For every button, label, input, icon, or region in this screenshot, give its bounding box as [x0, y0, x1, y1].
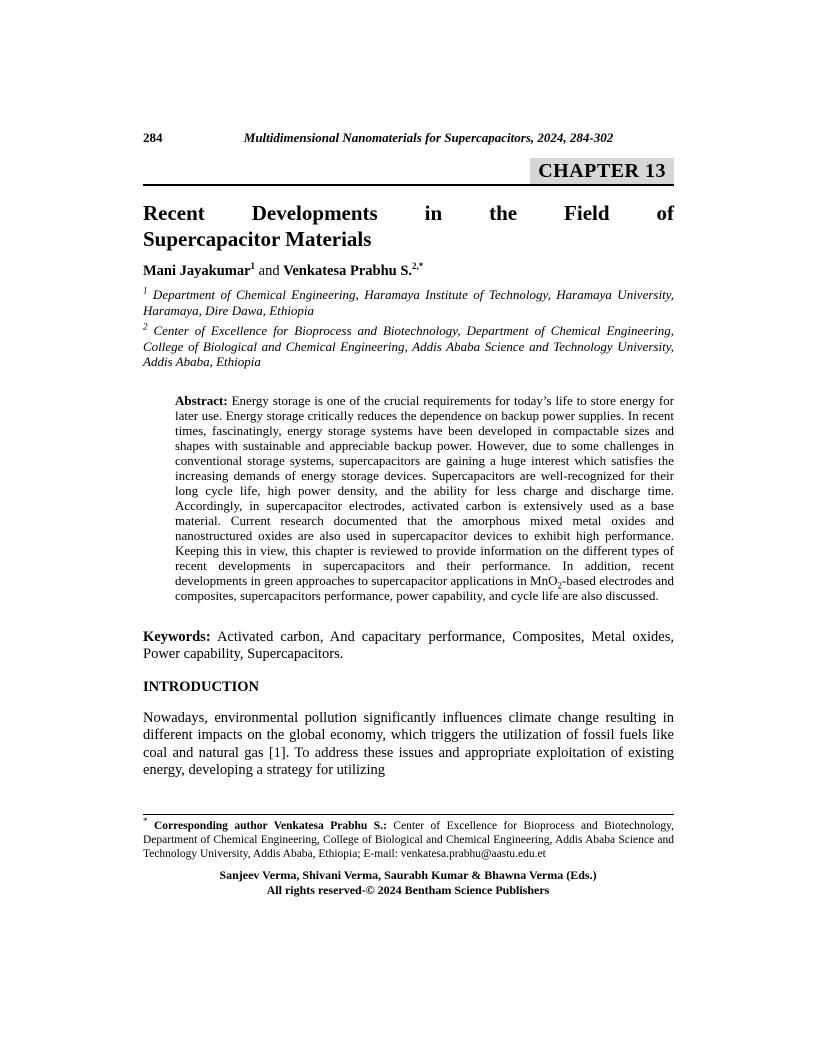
keywords-line: [143, 629, 674, 663]
article-title-line-2: Supercapacitor Materials: [143, 227, 372, 251]
footer-editors-line: Sanjeev Verma, Shivani Verma, Saurabh Kumar & Bhawna Verma (Eds.): [219, 868, 597, 882]
footnote-text: Center of Excellence for Bioprocess and Biotechnology, Department of Chemical Engineering, College of Biological and Chemical Engineering, Addis Ababa Science and Technology University, Addis Ababa, Ethiopia; E-mail: venkatesa.prabhu@aastu.edu.et: [143, 820, 674, 860]
abstract-text: Energy storage is one of the crucial requirements for today’s life to store energy for later use. Energy storage critically reduces the dependence on backup power supplies. In recent times, fascinatingly, energy storage systems have been developed in compactable sizes and shapes with sustainable and appreciable backup power. However, due to some challenges in conventional storage systems, supercapacitors are gaining a huge interest which satisfies the increasing demands of energy storage devices. Supercapacitors are well-recognized for their long cycle life, high power density, and the ability for less charge and discharge time. Accordingly, in supercapacitor electrodes, activated carbon is extensively used as a base material. Current research documented that the amorphous mixed metal oxides and nanostructured oxides are also used in supercapacitor devices to exhibit high performance. Keeping this in view, this chapter is reviewed to provide information on the different types of recent developments in supercapacitors and their performance. In addition, recent developments in green approaches to supercapacitor applications in MnO: [175, 392, 674, 588]
author-1-superscript: 1: [250, 261, 256, 272]
footnote-marker: *: [143, 816, 148, 827]
page-number: 284: [143, 130, 163, 145]
introduction-heading: INTRODUCTION: [143, 678, 260, 695]
chapter-label: CHAPTER 13: [538, 160, 666, 182]
author-1-name: Mani Jayakumar: [143, 263, 251, 279]
keywords-text: Activated carbon, And capacitary performance, Composites, Metal oxides, Power capability, Supercapacitors.: [143, 628, 674, 662]
running-title: Multidimensional Nanomaterials for Supercapacitors, 2024, 284-302: [243, 130, 614, 145]
abstract-label: Abstract:: [175, 392, 228, 408]
affiliation-2-text: Center of Excellence for Bioprocess and Biotechnology, Department of Chemical Engineering, College of Biological and Chemical Engineering, Addis Ababa Science and Technology University, Addis Ababa, Ethiopia: [143, 323, 674, 369]
introduction-paragraph: Nowadays, environmental pollution significantly influences climate change resulting in different impacts on the global economy, which triggers the utilization of fossil fuels like coal and natural gas [1]. To address these issues and appropriate exploitation of existing energy, developing a strategy for utilizing: [143, 709, 674, 778]
chapter-label-box: [530, 158, 674, 184]
running-head: [143, 130, 674, 146]
authors-line: [143, 263, 674, 280]
abstract-section: [175, 393, 674, 603]
author-2-superscript: 2,*: [412, 261, 424, 272]
authors-connector: and: [255, 263, 284, 279]
article-title-line-1: Recent Developments in the Field of: [143, 201, 674, 225]
article-title: [143, 200, 674, 252]
affiliation-1: [143, 287, 674, 318]
abstract-text-continued: -based electrodes and composites, supercapacitors performance, power capability, and cycle life are also discussed.: [175, 572, 675, 603]
footnote: [143, 814, 674, 861]
affiliation-2-superscript: 2: [143, 321, 148, 332]
page-content: [143, 130, 674, 780]
affiliation-1-text: Department of Chemical Engineering, Haramaya Institute of Technology, Haramaya University, Haramaya, Dire Dawa, Ethiopia: [143, 287, 674, 318]
footer-rights-line: All rights reserved-© 2024 Bentham Science Publishers: [266, 883, 550, 897]
chapter-banner: [143, 158, 674, 186]
affiliation-1-superscript: 1: [143, 285, 148, 296]
abstract-mno2-subscript: 2: [557, 580, 562, 591]
keywords-label: Keywords:: [143, 628, 211, 645]
affiliation-2: [143, 323, 674, 370]
footnote-label: Corresponding author Venkatesa Prabhu S.:: [147, 820, 387, 832]
author-2-name: Venkatesa Prabhu S.: [283, 263, 413, 279]
page-footer: [0, 868, 816, 898]
